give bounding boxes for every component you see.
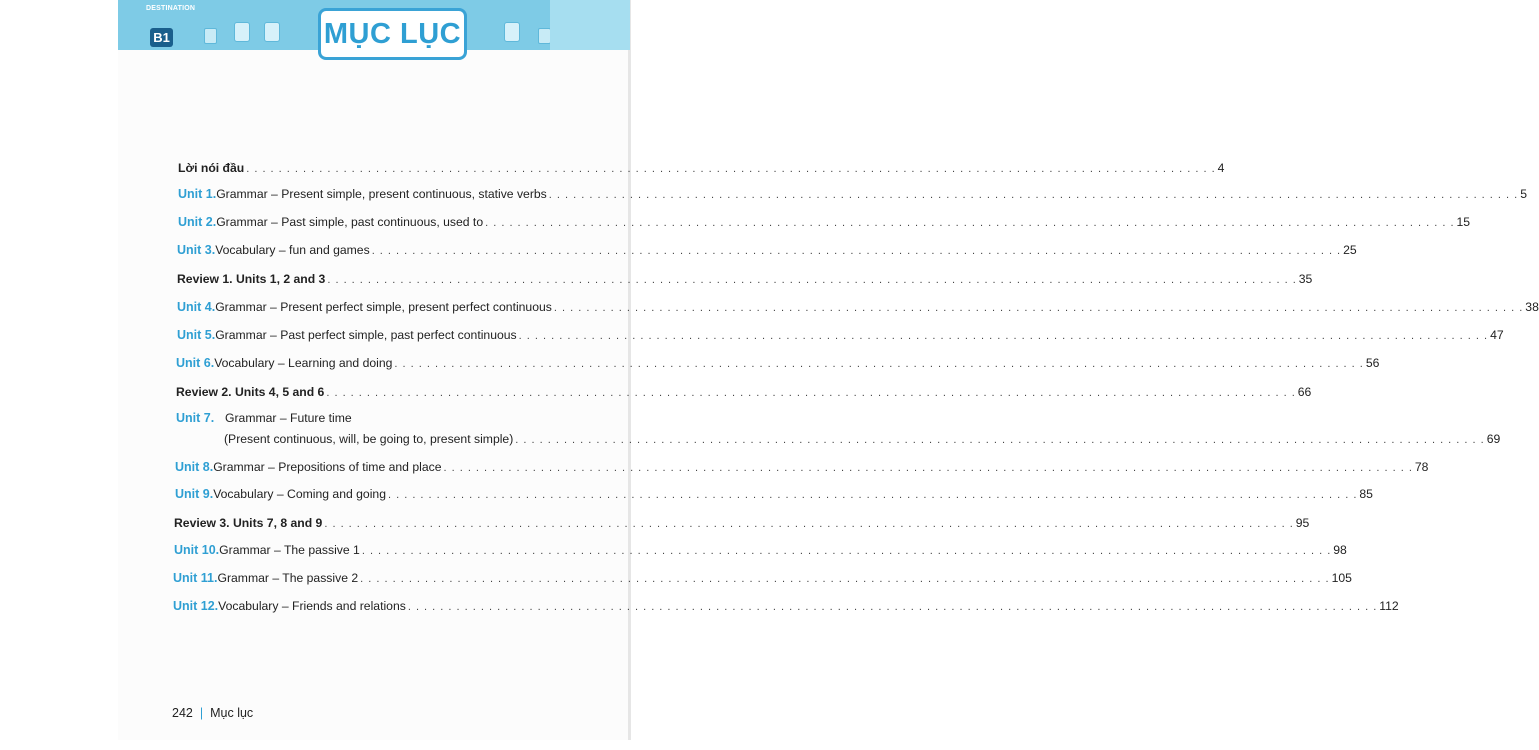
toc-entry <box>173 571 1352 589</box>
toc-entry <box>177 272 1313 290</box>
footer-section: Mục lục <box>210 706 254 720</box>
toc-entry <box>175 487 1373 505</box>
toc-page-number: 35 <box>1298 272 1313 286</box>
toc-entry-text: Review 1. Units 1, 2 and 3 <box>177 272 326 286</box>
toc-entry-text: Grammar – Present perfect simple, present perfect continuous <box>215 300 552 314</box>
decor-square-icon <box>204 28 217 44</box>
toc-page-number: 78 <box>1414 460 1429 474</box>
toc-page-number: 15 <box>1456 215 1471 229</box>
toc-entry-text: Review 2. Units 4, 5 and 6 <box>176 385 325 399</box>
toc-entry <box>174 516 1310 534</box>
toc-entry-text: Grammar – The passive 2 <box>217 571 359 585</box>
toc-entry-text: Grammar – Future time <box>225 411 352 425</box>
toc-unit-label: Unit 7. <box>176 411 215 425</box>
toc-entry <box>178 161 1225 179</box>
toc-entry <box>177 243 1357 261</box>
toc-unit-label: Unit 11. <box>173 571 218 585</box>
toc-page-number: 56 <box>1365 356 1380 370</box>
toc-page-number: 47 <box>1490 328 1504 342</box>
toc-entry-text: Vocabulary – Learning and doing <box>214 356 393 370</box>
toc-leader-dots: . . . . . . . . . . . . . . . . . . . . . . . . . . . . . . . . . . . . . . . . . . . . . . . . . . . . . . . . . . . . . . . . . . . . . . . . . . . . . . . . . . . . . . . . . . . . . . . . . . . . . . . . . . . . . . . . . . . . . . . . <box>394 358 1364 370</box>
toc-leader-dots: . . . . . . . . . . . . . . . . . . . . . . . . . . . . . . . . . . . . . . . . . . . . . . . . . . . . . . . . . . . . . . . . . . . . . . . . . . . . . . . . . . . . . . . . . . . . . . . . . . . . . . . . . . . . . . . . . . . . . . . . <box>387 489 1358 501</box>
toc-entry <box>178 187 1527 205</box>
toc-unit-label: Unit 4. <box>177 300 216 314</box>
toc-page-number: 25 <box>1343 243 1357 257</box>
footer-separator: | <box>199 706 204 720</box>
toc-page-number: 95 <box>1295 516 1310 530</box>
footer-page-number: 242 <box>172 706 193 720</box>
toc-unit-label: Unit 1. <box>178 187 217 201</box>
toc-unit-label: Unit 3. <box>177 243 216 257</box>
toc-unit-label: Unit 2. <box>178 215 217 229</box>
toc-unit-label: Unit 12. <box>173 599 219 613</box>
toc-leader-dots: . . . . . . . . . . . . . . . . . . . . . . . . . . . . . . . . . . . . . . . . . . . . . . . . . . . . . . . . . . . . . . . . . . . . . . . . . . . . . . . . . . . . . . . . . . . . . . . . . . . . . . . . . . . . . . . . . . . . . . . . <box>324 518 1294 530</box>
toc-leader-dots: . . . . . . . . . . . . . . . . . . . . . . . . . . . . . . . . . . . . . . . . . . . . . . . . . . . . . . . . . . . . . . . . . . . . . . . . . . . . . . . . . . . . . . . . . . . . . . . . . . . . . . . . . . . . . . . . . . . . . . . . <box>327 274 1297 286</box>
toc-leader-dots: . . . . . . . . . . . . . . . . . . . . . . . . . . . . . . . . . . . . . . . . . . . . . . . . . . . . . . . . . . . . . . . . . . . . . . . . . . . . . . . . . . . . . . . . . . . . . . . . . . . . . . . . . . . . . . . . . . . . . . . . <box>326 387 1296 399</box>
toc-leader-dots: . . . . . . . . . . . . . . . . . . . . . . . . . . . . . . . . . . . . . . . . . . . . . . . . . . . . . . . . . . . . . . . . . . . . . . . . . . . . . . . . . . . . . . . . . . . . . . . . . . . . . . . . . . . . . . . . . . . . . . . . <box>407 601 1378 613</box>
toc-entry <box>176 411 600 429</box>
toc-entry-text: Grammar – The passive 1 <box>219 543 360 557</box>
toc-entry-text: Grammar – Past perfect simple, past perfect continuous <box>215 328 517 342</box>
page-edge-shadow <box>628 0 631 740</box>
toc-entry-text: Vocabulary – fun and games <box>215 243 370 257</box>
toc-page-number: 4 <box>1217 161 1225 175</box>
toc-leader-dots: . . . . . . . . . . . . . . . . . . . . . . . . . . . . . . . . . . . . . . . . . . . . . . . . . . . . . . . . . . . . . . . . . . . . . . . . . . . . . . . . . . . . . . . . . . . . . . . . . . . . . . . . . . . . . . . . . . . . . . . . <box>518 330 1489 342</box>
toc-entry-text: Review 3. Units 7, 8 and 9 <box>174 516 323 530</box>
toc-entry-text: Grammar – Prepositions of time and place <box>213 460 442 474</box>
toc-page-number: 66 <box>1297 385 1312 399</box>
toc-leader-dots: . . . . . . . . . . . . . . . . . . . . . . . . . . . . . . . . . . . . . . . . . . . . . . . . . . . . . . . . . . . . . . . . . . . . . . . . . . . . . . . . . . . . . . . . . . . . . . . . . . . . . . . . . . . . . . . . . . . . . . . . <box>553 302 1524 314</box>
toc-page-number: 98 <box>1333 543 1347 557</box>
toc-unit-label: Unit 10. <box>174 543 220 557</box>
toc-continuation-text: (Present continuous, will, be going to, present simple) <box>224 432 514 446</box>
toc-page-number: 5 <box>1520 187 1527 201</box>
toc-entry <box>176 356 1380 374</box>
brand-label: DESTINATION <box>146 5 196 12</box>
toc-entry <box>178 215 1471 233</box>
toc-entry <box>175 460 1429 478</box>
toc-entry-text: Vocabulary – Coming and going <box>213 487 386 501</box>
toc-entry-text: Grammar – Past simple, past continuous, used to <box>216 215 484 229</box>
toc-page-number: 85 <box>1359 487 1373 501</box>
header-band-accent <box>550 0 630 50</box>
toc-page-number: 69 <box>1486 432 1501 446</box>
toc-entry <box>177 328 1504 346</box>
page-title-box <box>318 8 467 60</box>
toc-unit-label: Unit 9. <box>175 487 214 501</box>
page-title: MỤC LỤC <box>323 18 462 50</box>
toc-leader-dots: . . . . . . . . . . . . . . . . . . . . . . . . . . . . . . . . . . . . . . . . . . . . . . . . . . . . . . . . . . . . . . . . . . . . . . . . . . . . . . . . . . . . . . . . . . . . . . . . . . . . . . . . . . . . . . . . . . . . . . . . <box>371 245 1342 257</box>
toc-unit-label: Unit 8. <box>175 460 214 474</box>
level-badge: B1 <box>150 28 173 47</box>
toc-unit-label: Unit 5. <box>177 328 216 342</box>
toc-leader-dots: . . . . . . . . . . . . . . . . . . . . . . . . . . . . . . . . . . . . . . . . . . . . . . . . . . . . . . . . . . . . . . . . . . . . . . . . . . . . . . . . . . . . . . . . . . . . . . . . . . . . . . . . . . . . . . . . . . . . . . . . <box>485 217 1455 229</box>
toc-page-number: 105 <box>1331 571 1352 585</box>
toc-leader-dots: . . . . . . . . . . . . . . . . . . . . . . . . . . . . . . . . . . . . . . . . . . . . . . . . . . . . . . . . . . . . . . . . . . . . . . . . . . . . . . . . . . . . . . . . . . . . . . . . . . . . . . . . . . . . . . . . . . . . . . . . <box>443 462 1413 474</box>
toc-entry-text: Lời nói đầu <box>178 161 245 175</box>
toc-entry-text: Vocabulary – Friends and relations <box>218 599 406 613</box>
toc-entry-text: Grammar – Present simple, present continuous, stative verbs <box>216 187 547 201</box>
toc-entry <box>173 599 1399 617</box>
toc-entry <box>174 543 1347 561</box>
decor-square-icon <box>264 22 280 42</box>
decor-square-icon <box>234 22 250 42</box>
page-footer <box>172 706 253 720</box>
toc-leader-dots: . . . . . . . . . . . . . . . . . . . . . . . . . . . . . . . . . . . . . . . . . . . . . . . . . . . . . . . . . . . . . . . . . . . . . . . . . . . . . . . . . . . . . . . . . . . . . . . . . . . . . . . . . . . . . . . . . . . . . . . . <box>361 545 1332 557</box>
toc-leader-dots: . . . . . . . . . . . . . . . . . . . . . . . . . . . . . . . . . . . . . . . . . . . . . . . . . . . . . . . . . . . . . . . . . . . . . . . . . . . . . . . . . . . . . . . . . . . . . . . . . . . . . . . . . . . . . . . . . . . . . . . . <box>360 573 1330 585</box>
toc-entry <box>177 300 1539 318</box>
toc-unit-label: Unit 6. <box>176 356 215 370</box>
toc-page-number: 38 <box>1525 300 1539 314</box>
toc-entry-continuation <box>224 432 1501 450</box>
toc-entry <box>176 385 1312 403</box>
decor-square-icon <box>504 22 520 42</box>
toc-leader-dots: . . . . . . . . . . . . . . . . . . . . . . . . . . . . . . . . . . . . . . . . . . . . . . . . . . . . . . . . . . . . . . . . . . . . . . . . . . . . . . . . . . . . . . . . . . . . . . . . . . . . . . . . . . . . . . . . . . . . . . . . <box>515 434 1485 446</box>
toc-leader-dots: . . . . . . . . . . . . . . . . . . . . . . . . . . . . . . . . . . . . . . . . . . . . . . . . . . . . . . . . . . . . . . . . . . . . . . . . . . . . . . . . . . . . . . . . . . . . . . . . . . . . . . . . . . . . . . . . . . . . . . . . <box>246 163 1216 175</box>
toc-page-number: 112 <box>1379 599 1399 613</box>
toc-leader-dots: . . . . . . . . . . . . . . . . . . . . . . . . . . . . . . . . . . . . . . . . . . . . . . . . . . . . . . . . . . . . . . . . . . . . . . . . . . . . . . . . . . . . . . . . . . . . . . . . . . . . . . . . . . . . . . . . . . . . . . . . <box>548 189 1519 201</box>
